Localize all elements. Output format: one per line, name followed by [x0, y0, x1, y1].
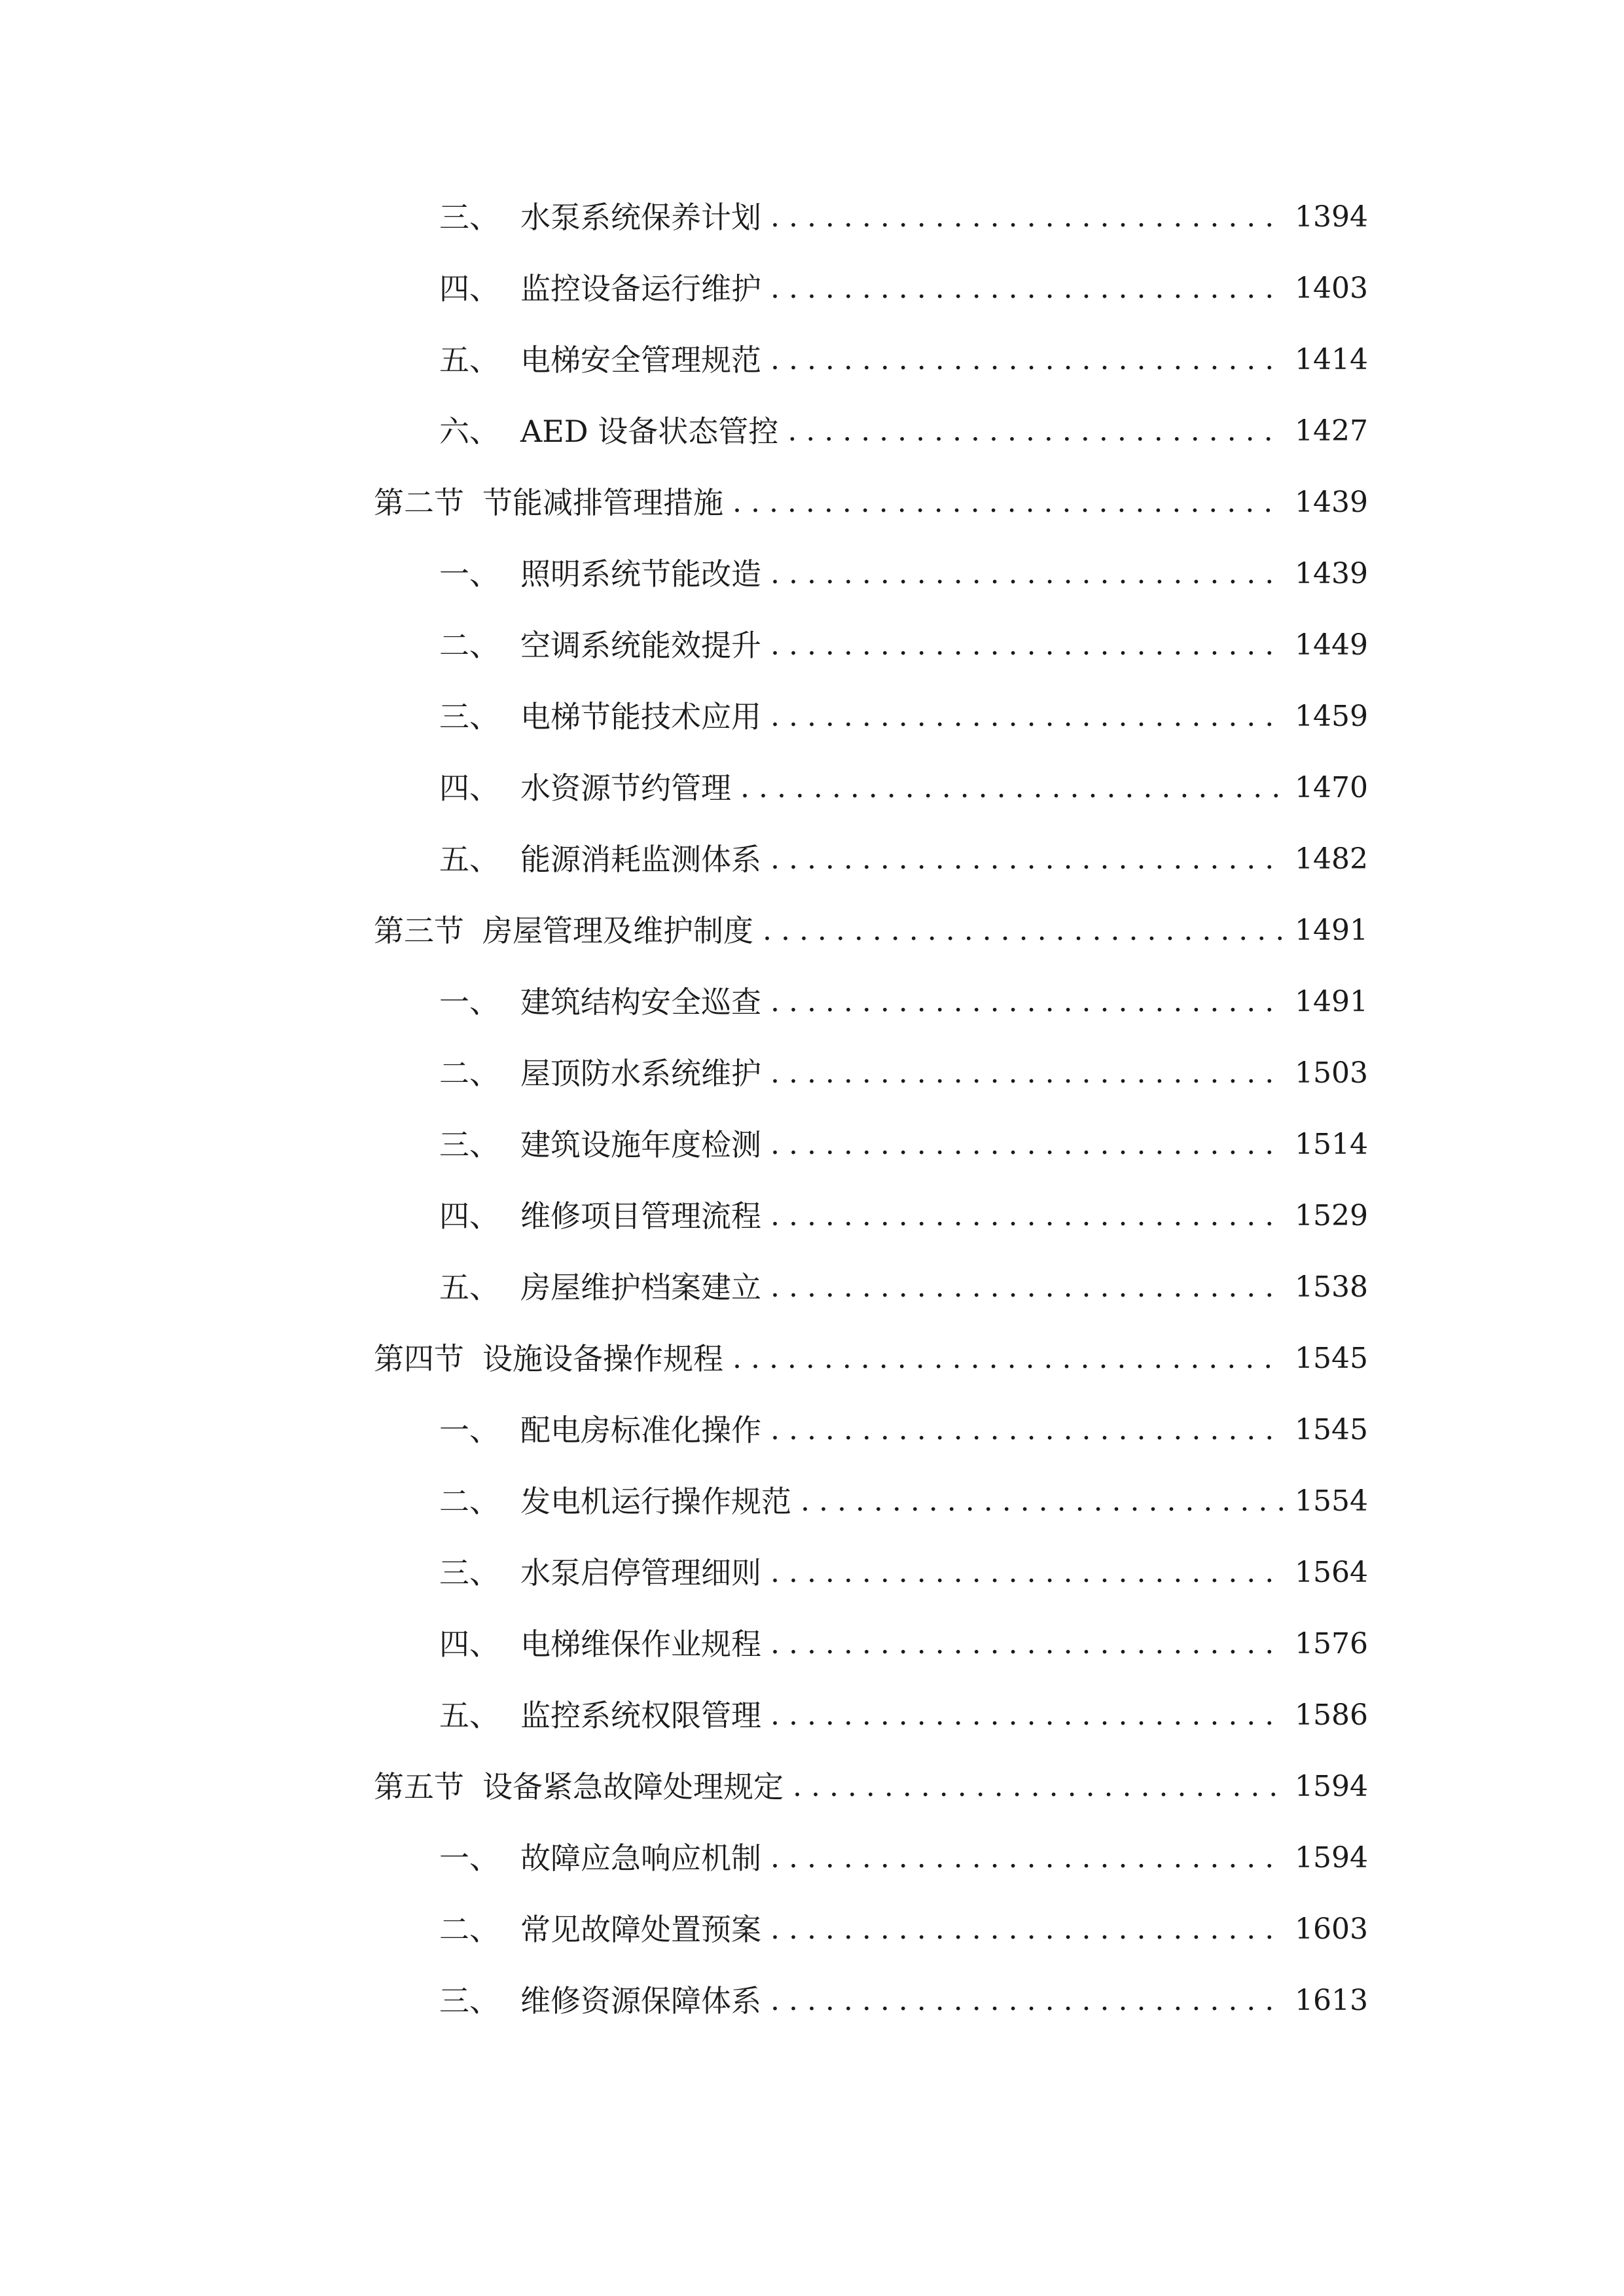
dot-leader — [770, 833, 1284, 886]
toc-item-number: 一、 — [439, 984, 499, 1020]
toc-section-number: 第五节 — [374, 1769, 464, 1804]
toc-item-number: 四、 — [439, 1198, 499, 1234]
toc-section-number: 第四节 — [374, 1341, 464, 1376]
dot-leader — [770, 191, 1284, 243]
toc-item[interactable] — [439, 1475, 1368, 1528]
toc-item[interactable] — [439, 762, 1368, 814]
toc-item-number: 一、 — [439, 1412, 499, 1448]
toc-item-page: 1403 — [1295, 272, 1368, 305]
toc-item-title: 发电机运行操作规范 — [520, 1484, 791, 1519]
toc-section[interactable] — [374, 1333, 1368, 1385]
toc-item-page: 1586 — [1295, 1698, 1368, 1732]
toc-item-title: 电梯维保作业规程 — [520, 1626, 761, 1662]
toc-section-page: 1594 — [1295, 1770, 1368, 1803]
dot-leader — [770, 1261, 1284, 1314]
dot-leader — [770, 1047, 1284, 1100]
toc-item-page: 1545 — [1295, 1413, 1368, 1446]
dot-leader — [770, 1689, 1284, 1742]
dot-leader — [770, 1119, 1284, 1171]
toc-item-page: 1554 — [1295, 1484, 1368, 1518]
toc-item-number: 三、 — [439, 1983, 499, 2018]
dot-leader — [770, 1903, 1284, 1956]
toc-item-title: 电梯节能技术应用 — [520, 699, 761, 734]
toc-item-title: 照明系统节能改造 — [520, 556, 761, 592]
toc-item-title: 水泵系统保养计划 — [520, 200, 761, 235]
toc-item-page: 1503 — [1295, 1056, 1368, 1090]
toc-item-page: 1427 — [1295, 414, 1368, 448]
toc-item-title: 监控设备运行维护 — [520, 271, 761, 306]
toc-item-title: 水资源节约管理 — [520, 770, 731, 806]
toc-section[interactable] — [374, 476, 1368, 529]
toc-item-page: 1613 — [1295, 1984, 1368, 2017]
toc-item-number: 六、 — [439, 414, 499, 449]
toc-item-title: 能源消耗监测体系 — [520, 842, 761, 877]
toc-item-number: 二、 — [439, 1056, 499, 1091]
toc-item-title: 电梯安全管理规范 — [520, 342, 761, 378]
dot-leader — [770, 691, 1284, 743]
toc-item[interactable] — [439, 1404, 1368, 1456]
toc-item[interactable] — [439, 1047, 1368, 1100]
toc-item-page: 1394 — [1295, 200, 1368, 234]
toc-item-number: 一、 — [439, 1840, 499, 1876]
toc-item-number: 三、 — [439, 1555, 499, 1590]
dot-leader — [770, 1975, 1284, 2027]
toc-item-title: 配电房标准化操作 — [520, 1412, 761, 1448]
dot-leader — [770, 1190, 1284, 1242]
dot-leader — [770, 548, 1284, 600]
toc-item-title: 建筑结构安全巡查 — [520, 984, 761, 1020]
toc-section[interactable] — [374, 905, 1368, 957]
toc-item-page: 1459 — [1295, 700, 1368, 733]
toc-item-page: 1594 — [1295, 1841, 1368, 1874]
toc-item-page: 1449 — [1295, 628, 1368, 662]
toc-section-title: 设备紧急故障处理规定 — [482, 1769, 784, 1804]
toc-item[interactable] — [439, 1832, 1368, 1884]
toc-section-title: 房屋管理及维护制度 — [482, 913, 753, 948]
toc-item[interactable] — [439, 619, 1368, 672]
toc-item-number: 五、 — [439, 342, 499, 378]
toc-item[interactable] — [439, 833, 1368, 886]
toc-item[interactable] — [439, 1190, 1368, 1242]
toc-item[interactable] — [439, 1261, 1368, 1314]
toc-item[interactable] — [439, 1903, 1368, 1956]
dot-leader — [732, 1333, 1284, 1385]
toc-item-title: 维修资源保障体系 — [520, 1983, 761, 2018]
toc-item[interactable] — [439, 1975, 1368, 2027]
toc-item-page: 1529 — [1295, 1199, 1368, 1232]
toc-section-page: 1491 — [1295, 914, 1368, 947]
dot-leader — [770, 1618, 1284, 1670]
toc-item-page: 1576 — [1295, 1627, 1368, 1660]
dot-leader — [770, 262, 1284, 315]
toc-item-number: 五、 — [439, 842, 499, 877]
dot-leader — [770, 619, 1284, 672]
toc-item[interactable] — [439, 976, 1368, 1028]
toc-item-title: 房屋维护档案建立 — [520, 1270, 761, 1305]
toc-section-title: 设施设备操作规程 — [482, 1341, 723, 1376]
toc-item-title: 屋顶防水系统维护 — [520, 1056, 761, 1091]
toc-item[interactable] — [439, 191, 1368, 243]
toc-item-title: 监控系统权限管理 — [520, 1698, 761, 1733]
toc-item-page: 1514 — [1295, 1128, 1368, 1161]
toc-section-number: 第二节 — [374, 485, 464, 520]
toc-item-number: 二、 — [439, 1484, 499, 1519]
dot-leader — [770, 976, 1284, 1028]
toc-item-page: 1564 — [1295, 1556, 1368, 1589]
toc-item-number: 二、 — [439, 628, 499, 663]
toc-item-number: 五、 — [439, 1270, 499, 1305]
dot-leader — [801, 1475, 1284, 1528]
toc-item[interactable] — [439, 1119, 1368, 1171]
dot-leader — [763, 905, 1284, 957]
toc-item-page: 1538 — [1295, 1270, 1368, 1304]
dot-leader — [770, 1832, 1284, 1884]
dot-leader — [740, 762, 1284, 814]
toc-item[interactable] — [439, 1689, 1368, 1742]
toc-item-number: 一、 — [439, 556, 499, 592]
toc-item-page: 1470 — [1295, 771, 1368, 804]
toc-section-number: 第三节 — [374, 913, 464, 948]
dot-leader — [770, 1547, 1284, 1599]
toc-section-page: 1439 — [1295, 486, 1368, 519]
toc-section[interactable] — [374, 1761, 1368, 1813]
dot-leader — [793, 1761, 1284, 1813]
toc-item-number: 五、 — [439, 1698, 499, 1733]
toc-item[interactable] — [439, 334, 1368, 386]
dot-leader — [770, 334, 1284, 386]
dot-leader — [732, 476, 1284, 529]
toc-item[interactable] — [439, 262, 1368, 315]
toc-item-title: 空调系统能效提升 — [520, 628, 761, 663]
toc-item[interactable] — [439, 1618, 1368, 1670]
toc-section-title: 节能减排管理措施 — [482, 485, 723, 520]
toc-item-page: 1482 — [1295, 842, 1368, 876]
toc-item-number: 四、 — [439, 770, 499, 806]
toc-item-page: 1439 — [1295, 557, 1368, 590]
toc-item-number: 三、 — [439, 200, 499, 235]
toc-item-number: 三、 — [439, 1127, 499, 1162]
toc-item-title: 水泵启停管理细则 — [520, 1555, 761, 1590]
toc-item-number: 三、 — [439, 699, 499, 734]
toc-item-page: 1414 — [1295, 343, 1368, 376]
toc-item-title: 维修项目管理流程 — [520, 1198, 761, 1234]
toc-item-page: 1603 — [1295, 1912, 1368, 1946]
dot-leader — [787, 405, 1284, 457]
toc-item[interactable] — [439, 405, 1368, 457]
toc-section-page: 1545 — [1295, 1342, 1368, 1375]
toc-item-page: 1491 — [1295, 985, 1368, 1018]
toc-item-number: 四、 — [439, 1626, 499, 1662]
dot-leader — [770, 1404, 1284, 1456]
toc-item[interactable] — [439, 691, 1368, 743]
toc-item[interactable] — [439, 1547, 1368, 1599]
toc-item-number: 四、 — [439, 271, 499, 306]
toc-item[interactable] — [439, 548, 1368, 600]
toc-item-title: 故障应急响应机制 — [520, 1840, 761, 1876]
toc-item-title: 建筑设施年度检测 — [520, 1127, 761, 1162]
toc-item-title: AED 设备状态管控 — [520, 414, 779, 449]
toc-item-number: 二、 — [439, 1912, 499, 1947]
toc-item-title: 常见故障处置预案 — [520, 1912, 761, 1947]
